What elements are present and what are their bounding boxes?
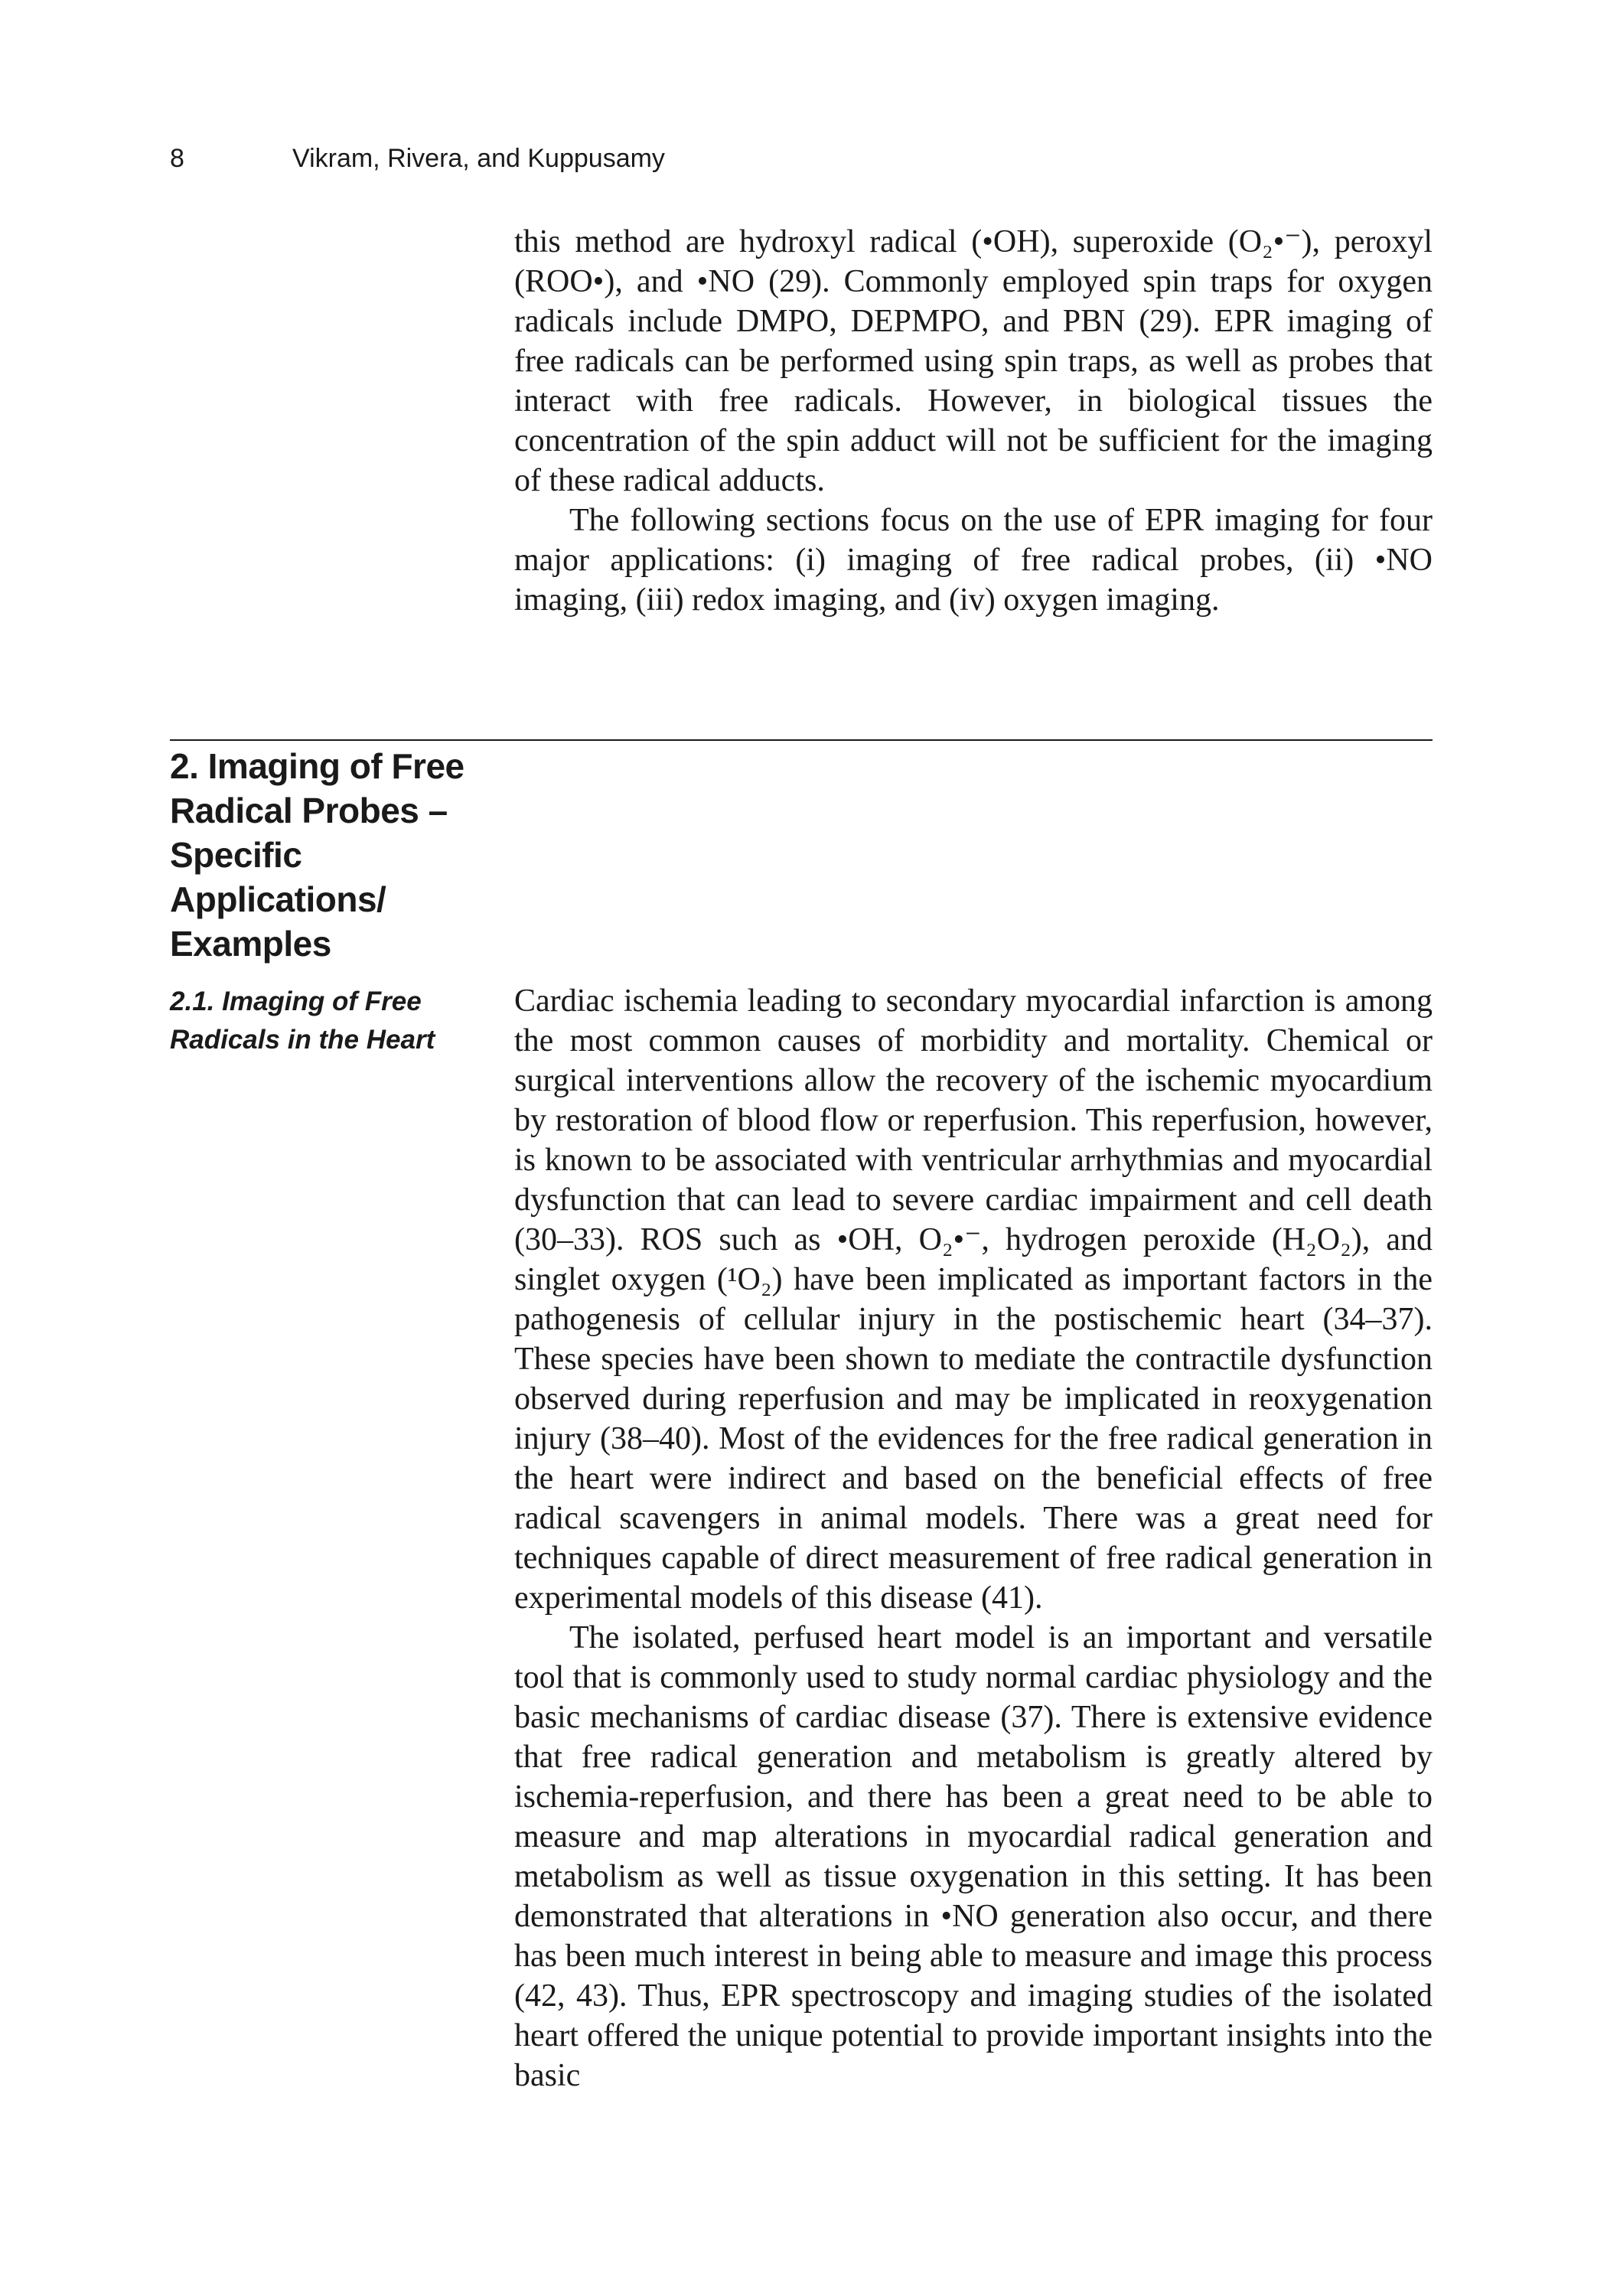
body-paragraph-1: Cardiac ischemia leading to secondary myocardial infarction is among the most common causes of morbidity and mortality. Chemical or surgical interventions allow the recovery of the ischemic myocardium by restoration of blood flow or reperfusion. This reperfusion, however, is known to be associated with ventricular arrhythmias and myocardial dysfunction that can lead to severe cardiac impairment and cell death (30–33). ROS such as •OH, O₂•⁻, hydrogen peroxide (H₂O₂), and singlet oxygen (¹O₂) have been implicated as important factors in the pathogenesis of cellular injury in the postischemic heart (34–37). These species have been shown to mediate the contractile dysfunction observed during reperfusion and may be implicated in reoxygenation injury (38–40). Most of the evidences for the free radical generation in the heart were indirect and based on the beneficial effects of free radical scavengers in animal models. There was a great need for techniques capable of direct measurement of free radical generation in experimental models of this disease (41).: [514, 983, 1433, 1616]
intro-paragraph-1: this method are hydroxyl radical (•OH), superoxide (O₂•⁻), peroxyl (ROO•), and •NO (29). Commonly employed spin traps for oxygen radicals include DMPO, DEPMPO, and PBN (29). EPR imaging of free radicals can be performed using spin traps, as well as probes that interact with free radicals. However, in biological tissues the concentration of the spin adduct will not be sufficient for the imaging of these radical adducts.: [514, 224, 1433, 498]
section-heading: 2. Imaging of Free Radical Probes – Specific Applications/ Examples: [170, 746, 464, 964]
subsection-body: [514, 981, 1433, 2095]
intro-text: [514, 222, 1433, 620]
body-paragraph-2: The isolated, perfused heart model is an important and versatile tool that is commonly used to study normal cardiac physiology and the basic mechanisms of cardiac disease (37). There is extensive evidence that free radical generation and metabolism is greatly altered by ischemia-reperfusion, and there has been a great need to be able to measure and map alterations in myocardial radical generation and metabolism as well as tissue oxygenation in this setting. It has been demonstrated that alterations in •NO generation also occur, and there has been much interest in being able to measure and image this process (42, 43). Thus, EPR spectroscopy and imaging studies of the isolated heart offered the unique potential to provide important insights into the basic: [514, 1620, 1433, 2093]
subsection-heading: 2.1. Imaging of Free Radicals in the Heart: [170, 987, 435, 1055]
page-number: 8: [170, 144, 184, 173]
section-divider: [170, 739, 1433, 741]
running-header: [170, 139, 1425, 178]
intro-paragraph-2: The following sections focus on the use of EPR imaging for four major applications: (i) imaging of free radical probes, (ii) •NO imaging, (iii) redox imaging, and (iv) oxygen imaging.: [514, 503, 1433, 618]
running-head-authors: Vikram, Rivera, and Kuppusamy: [292, 144, 665, 173]
